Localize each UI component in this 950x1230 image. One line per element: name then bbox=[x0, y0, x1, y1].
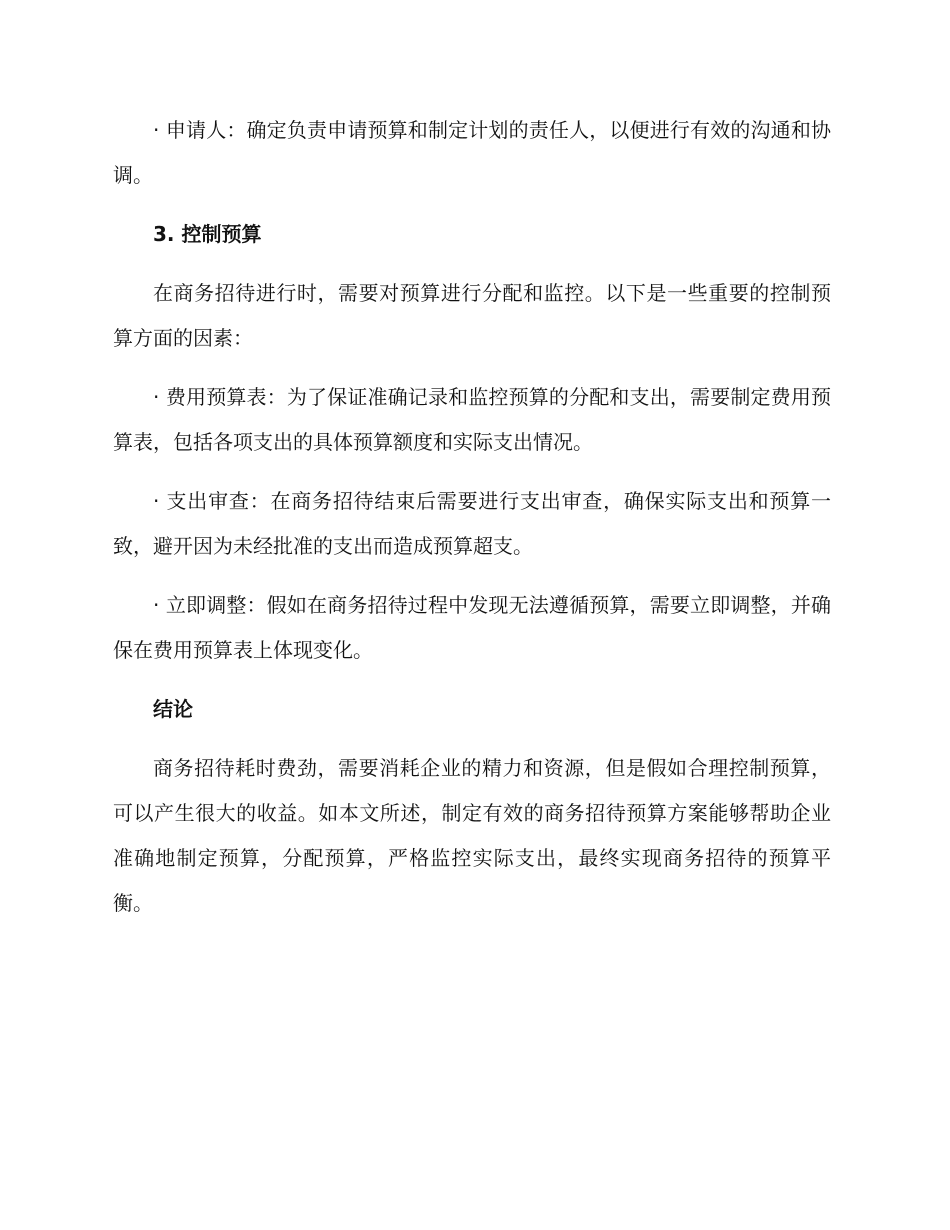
section-heading-control-budget: 3. 控制预算 bbox=[153, 222, 262, 246]
bullet-immediate-adjustment: · 立即调整：假如在商务招待过程中发现无法遵循预算，需要立即调整，并确保在费用预算表上体现变化。 bbox=[113, 593, 831, 662]
bullet-expense-review: · 支出审查：在商务招待结束后需要进行支出审查，确保实际支出和预算一致，避开因为未经批准的支出而造成预算超支。 bbox=[113, 489, 831, 558]
bullet-applicant: · 申请人：确定负责申请预算和制定计划的责任人，以便进行有效的沟通和协调。 bbox=[113, 118, 831, 187]
paragraph-control-intro: 在商务招待进行时，需要对预算进行分配和监控。以下是一些重要的控制预算方面的因素： bbox=[113, 281, 831, 350]
bullet-expense-budget-table: · 费用预算表：为了保证准确记录和监控预算的分配和支出，需要制定费用预算表，包括各项支出的具体预算额度和实际支出情况。 bbox=[113, 385, 831, 454]
paragraph-conclusion: 商务招待耗时费劲，需要消耗企业的精力和资源，但是假如合理控制预算，可以产生很大的收益。如本文所述，制定有效的商务招待预算方案能够帮助企业准确地制定预算，分配预算，严格监控实际支出，最终实现商务招待的预算平衡。 bbox=[113, 756, 831, 915]
document-body bbox=[113, 108, 831, 940]
section-heading-conclusion: 结论 bbox=[153, 697, 193, 721]
